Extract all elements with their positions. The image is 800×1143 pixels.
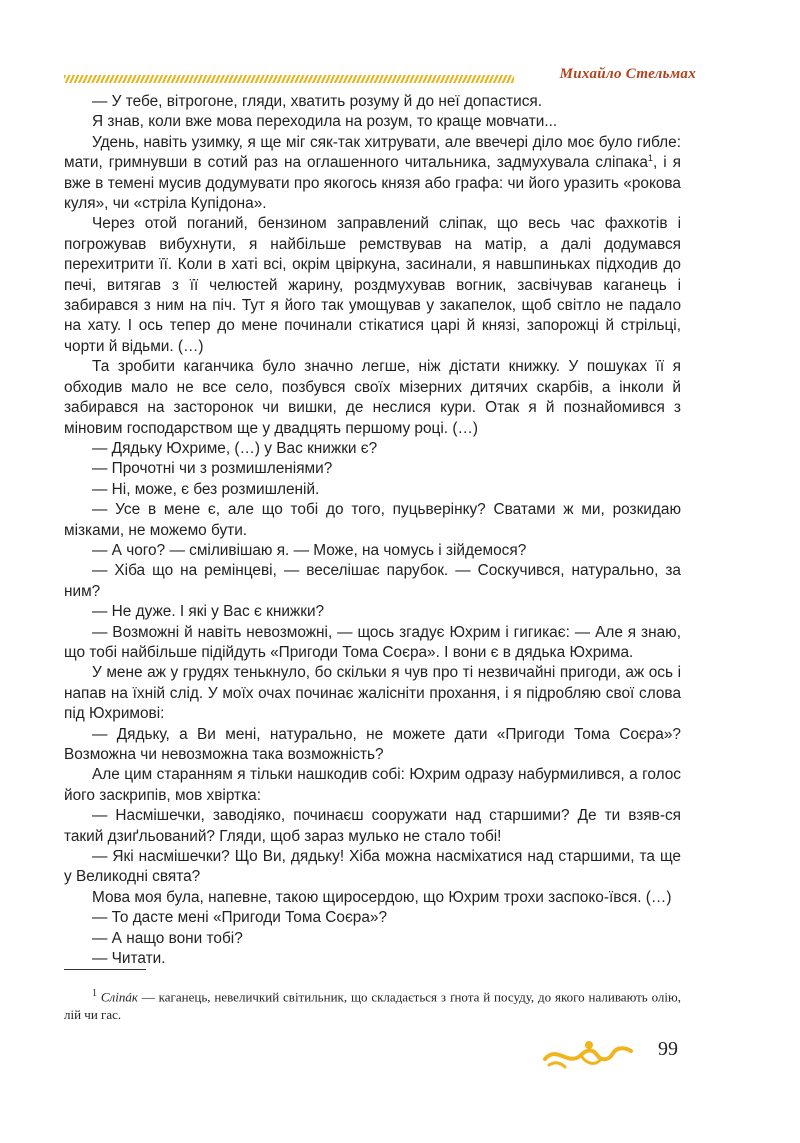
footnote-divider <box>64 969 146 970</box>
dialogue-line: — А нащо вони тобі? <box>92 929 243 947</box>
footnote-text: — каганець, невеличкий світильник, що складається з ґнота й посуду, до якого наливають олію, лій чи гас. <box>64 989 681 1023</box>
dialogue-line: — Дядьку Юхриме, (…) у Вас книжки є? <box>92 439 378 457</box>
footnote-term: Сліпáк <box>100 989 138 1005</box>
footnote-mark: 1 <box>92 988 97 999</box>
paragraph: Через отой поганий, бензином заправлений сліпак, що весь час фахкотів і погрожував вибухнути, я найбільше ремствував на матір, а далі додумався перехитрити її. Коли в хаті всі, окрім цвіркуна, засинали, я навшпиньках підходив до печі, витягав з її челюстей жарину, роздмухував вогник, засвічував каганець і забирався з ним на піч. Тут я його так умощував у закапелок, щоб світло не падало на хату. І ось тепер до мене починали стікатися царі й князі, запорожці й стрільці, чорти й відьми. (…) <box>64 215 681 355</box>
paragraph: Та зробити каганчика було значно легше, ніж дістати книжку. У пошуках її я обходив мало не все село, позбувся своїх мізерних дитячих скарбів, а інколи й забирався на засторонок чи вишки, де неслися кури. Отак я й познайомився з міновим господарством ще у двадцять першому році. (…) <box>64 358 681 437</box>
page-header <box>64 66 696 90</box>
dialogue-line: — Дядьку, а Ви мені, натурально, не можете дати «Пригоди Тома Соєра»? Возможна чи невозможна така возможність? <box>64 725 681 763</box>
dialogue-line: — Не дуже. І які у Вас є книжки? <box>92 603 325 621</box>
dialogue-line: — Хіба що на ремінцеві, — веселішає парубок. — Соскучився, натурально, за ним? <box>64 562 681 600</box>
footnote <box>64 985 681 1024</box>
paragraph: — У тебе, вітрогоне, гляди, хватить розуму й до неї допастися. <box>92 93 543 110</box>
dialogue-line: — Які насмішечки? Що Ви, дядьку! Хіба можна насміхатися над старшими, та ще у Великодні свята? <box>64 848 681 886</box>
page-number: 99 <box>658 1038 678 1060</box>
dialogue-line: — То дасте мені «Пригоди Тома Соєра»? <box>92 909 388 927</box>
body-text <box>64 92 681 969</box>
ornament-swirl-icon <box>543 1037 635 1071</box>
dialogue-line: — Читати. <box>92 950 166 968</box>
paragraph: Мова моя була, напевне, такою щиросердою, що Юхрим трохи заспоко-ївся. (…) <box>92 888 672 906</box>
dialogue-line: — Ні, може, є без розмишленій. <box>92 480 320 498</box>
paragraph-text: Удень, навіть узимку, я ще міг сяк-так хитрувати, але ввечері діло моє було гибле: мати, гримнувши в сотий раз на оглашенного читальника, задмухувала сліпака <box>64 133 681 172</box>
paragraph: Але цим старанням я тільки нашкодив собі: Юхрим одразу набурмилився, а голос його заскрипів, мов хвіртка: <box>64 766 681 804</box>
dialogue-line: — Усе в мене є, але що тобі до того, пуцьверінку? Сватами ж ми, розкидаю мізками, не можемо бути. <box>64 501 681 539</box>
dialogue-line: — А чого? — сміливішаю я. — Може, на чомусь і зійдемося? <box>92 541 527 559</box>
paragraph <box>64 133 681 215</box>
paragraph: У мене аж у грудях тенькнуло, бо скільки я чув про ті незвичайні пригоди, аж ось і напав на їхній слід. У моїх очах починає жалісніти прохання, і я підробляю свої слова під Юхримові: <box>64 664 681 723</box>
paragraph-text: , і я вже в темені мусив додумувати про якогось князя або графа: чи його уразить «рокова куля», чи «стріла Купідона». <box>64 154 681 213</box>
header-hatch-bar <box>64 75 514 83</box>
footnote-reference[interactable]: 1 <box>647 153 653 164</box>
running-head-author: Михайло Стельмах <box>559 66 696 82</box>
dialogue-line: — Возможні й навіть невозможні, — щось згадує Юхрим і гигикає: — Але я знаю, що тобі найбільше підійдуть «Пригоди Тома Соєра». І вони є в дядька Юхрима. <box>64 623 681 661</box>
paragraph: Я знав, коли вже мова переходила на розум, то краще мовчати... <box>92 113 558 131</box>
dialogue-line: — Прочотні чи з розмишленіями? <box>92 460 333 478</box>
dialogue-line: — Насмішечки, заводіяко, починаєш сооружати над старшими? Де ти взяв-ся такий дзиґльований? Гляди, щоб зараз мулько не стало тобі! <box>64 807 681 845</box>
